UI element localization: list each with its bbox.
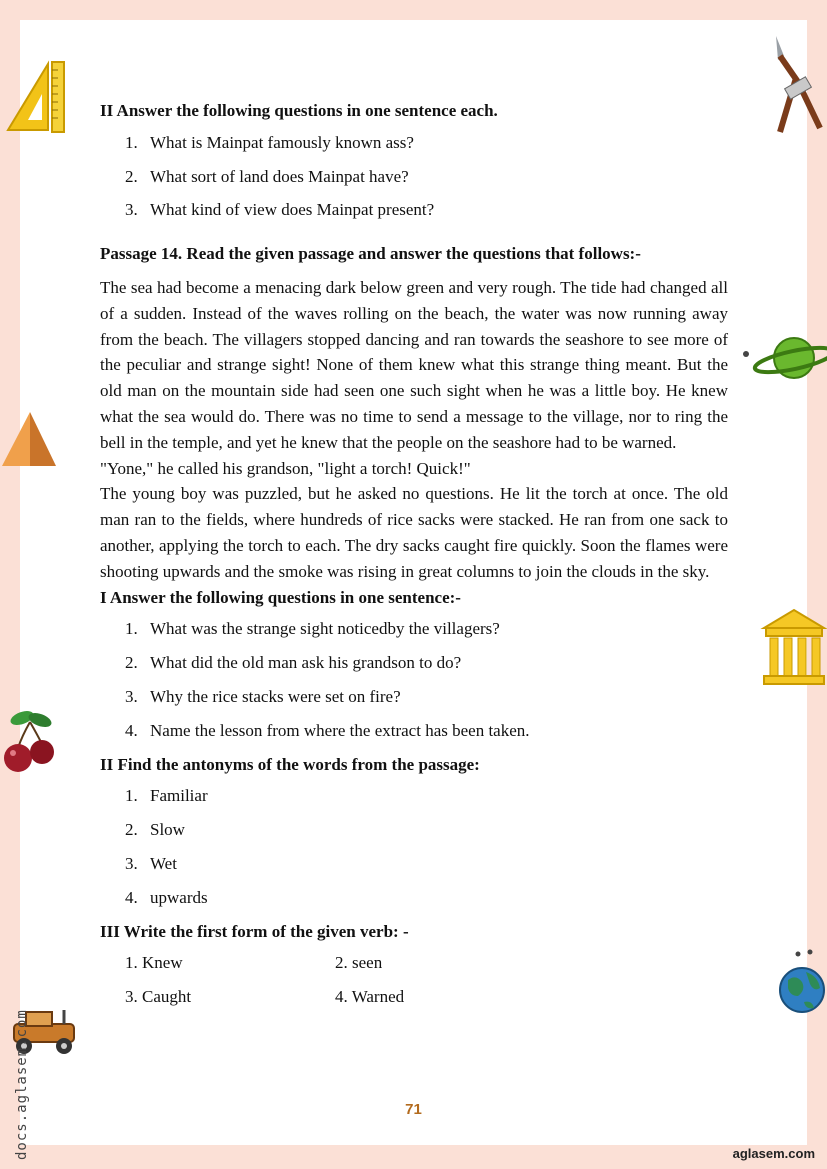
passage-paragraph-3: The young boy was puzzled, but he asked no questions. He lit the torch at once. The old man ran to the fields, where hundreds of rice sacks were stacked. He ran from one sack to another, applying the torch to each. The dry sacks caught fire quickly. Soon the flames were shooting upwards and the smoke was rising in great columns to join the clouds in the sky. (100, 484, 728, 581)
question-list-mainpat (100, 130, 728, 223)
set-square-ruler-icon (4, 58, 68, 134)
passage-paragraph-1: The sea had become a menacing dark below green and very rough. The tide had changed all of a sudden. Instead of the waves rolling on the beach, the water was now running away from the beach. The villagers stopped dancing and ran towards the seashore to see more of the peculiar and strange sight! None of them knew what this strange thing meant. But the old man on the mountain side had seen one such sight when he was a little boy. He knew what the sea would do. There was no time to send a message to the village, nor to ring the bell in the temple, and yet he knew that the people on the seashore had to be warned. (100, 277, 728, 452)
passage-paragraph-2: "Yone," he called his grandson, "light a torch! Quick!" (100, 458, 471, 478)
list-item: 4. Name the lesson from where the extract has been taken. (125, 720, 530, 740)
page-number: 71 (405, 1101, 422, 1118)
cherries-icon (2, 706, 58, 778)
section-heading-answer-one-sentence: II Answer the following questions in one sentence each. (100, 101, 498, 120)
list-item: 4. upwards (125, 887, 208, 907)
antonym-list (100, 783, 728, 910)
list-item: 3. Wet (125, 853, 177, 873)
passage-heading: Passage 14. Read the given passage and answer the questions that follows:- (100, 244, 641, 264)
list-item: 3. Why the rice stacks were set on fire? (125, 686, 401, 706)
list-item: 2. seen (335, 953, 383, 973)
list-item: 1. Familiar (125, 786, 208, 806)
main-content (100, 98, 728, 1018)
greek-temple-icon (760, 606, 827, 686)
brand-link[interactable]: aglasem.com (732, 1146, 815, 1161)
list-item: 3. Caught (125, 987, 192, 1007)
watermark-text: docs.aglasem.com (14, 1009, 30, 1160)
section-heading-verb-forms: III Write the first form of the given verb: - (100, 921, 409, 941)
saturn-planet-icon (740, 330, 827, 386)
list-item: 2. What sort of land does Mainpat have? (125, 166, 409, 186)
list-item: 1. Knew (125, 953, 183, 973)
list-item: 1. What was the strange sight noticedby the villagers? (125, 619, 500, 639)
section-heading-questions: I Answer the following questions in one sentence:- (100, 587, 461, 607)
pyramid-icon (0, 408, 58, 470)
compass-tool-icon (766, 34, 826, 136)
earth-globe-icon (776, 948, 827, 1020)
question-list-passage (100, 616, 728, 743)
list-item: 1. What is Mainpat famously known ass? (125, 132, 414, 152)
verb-grid (125, 950, 545, 1010)
list-item: 4. Warned (335, 987, 405, 1007)
list-item: 2. Slow (125, 820, 185, 840)
list-item: 2. What did the old man ask his grandson to do? (125, 653, 462, 673)
list-item: 3. What kind of view does Mainpat present? (125, 200, 435, 220)
section-heading-antonyms: II Find the antonyms of the words from the passage: (100, 754, 480, 774)
